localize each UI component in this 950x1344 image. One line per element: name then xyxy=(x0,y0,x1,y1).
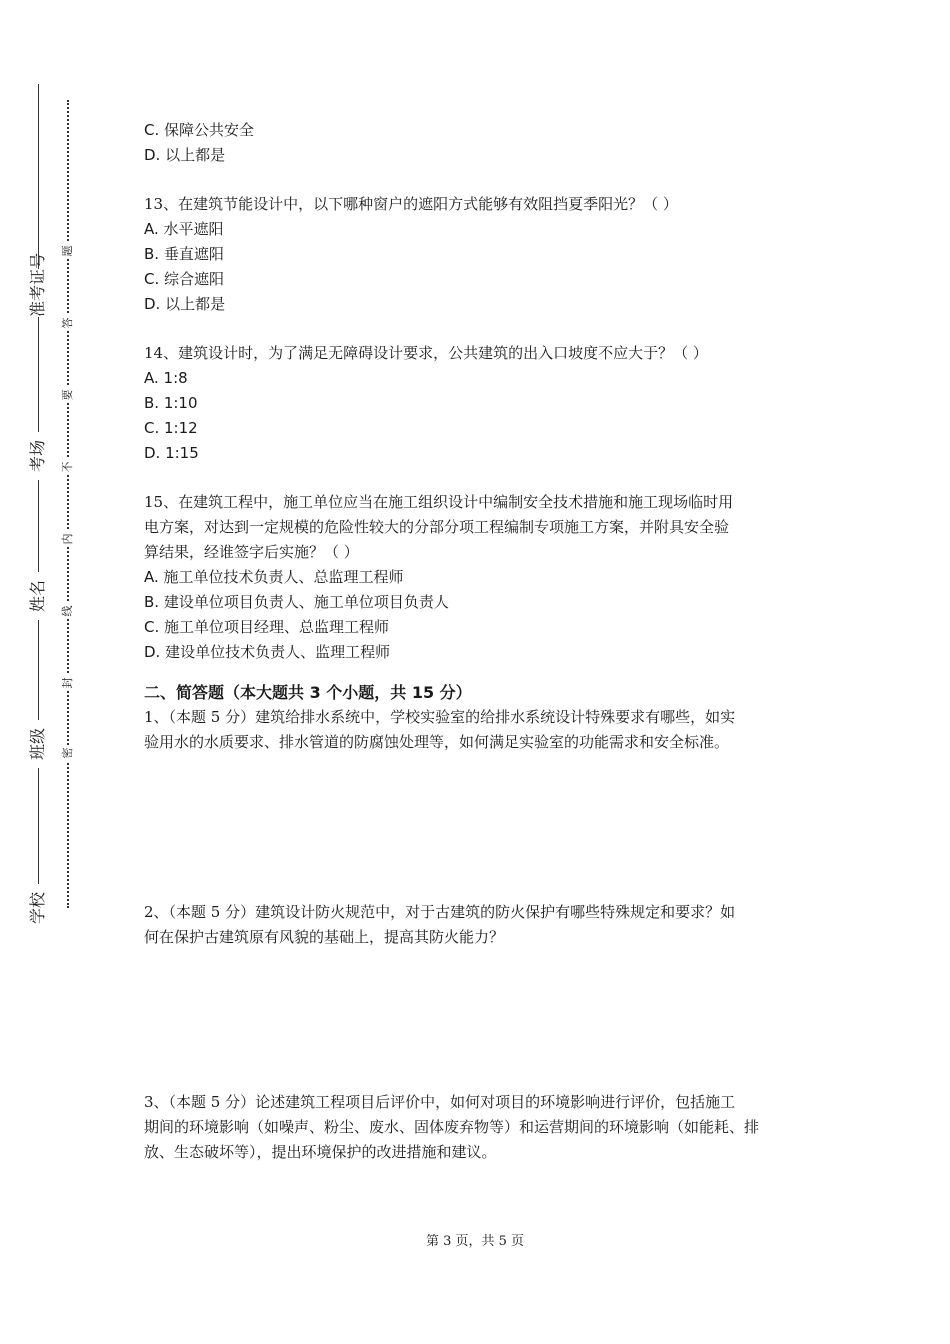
q14-option: D. 1:15 xyxy=(144,444,199,462)
q12-option-c: C. 保障公共安全 xyxy=(144,121,255,139)
short-answer-q3-line: 3、（本题 5 分）论述建筑工程项目后评价中，如何对项目的环境影响进行评价，包括施工 xyxy=(144,1093,736,1111)
q13-option: A. 水平遮阳 xyxy=(144,220,224,238)
q14-option: B. 1:10 xyxy=(144,394,198,412)
seal-char: 内 xyxy=(61,531,75,547)
q14-option: C. 1:12 xyxy=(144,419,198,437)
q15-option: A. 施工单位技术负责人、总监理工程师 xyxy=(144,568,404,586)
field-label-exam-room: 考场 xyxy=(28,432,48,480)
seal-char: 答 xyxy=(61,315,75,331)
field-label-name: 姓名 xyxy=(28,572,48,620)
seal-dotted-line xyxy=(67,100,69,908)
exam-content xyxy=(144,118,810,1165)
seal-char: 要 xyxy=(61,387,75,403)
q14-option: A. 1:8 xyxy=(144,369,188,387)
q13-option: D. 以上都是 xyxy=(144,295,226,313)
short-answer-q1-line: 1、（本题 5 分）建筑给排水系统中，学校实验室的给排水系统设计特殊要求有哪些，如实 xyxy=(144,708,736,726)
short-answer-q3-line: 放、生态破坏等），提出环境保护的改进措施和建议。 xyxy=(144,1143,497,1161)
short-answer-q3-line: 期间的环境影响（如噪声、粉尘、废水、固体废弃物等）和运营期间的环境影响（如能耗、排 xyxy=(144,1118,760,1136)
answer-space xyxy=(144,755,810,900)
short-answer-q2-line: 何在保护古建筑原有风貌的基础上，提高其防火能力？ xyxy=(144,928,505,946)
field-label-exam-id: 准考证号 xyxy=(28,252,47,317)
section-title: 二、简答题（本大题共 3 个小题，共 15 分） xyxy=(144,683,472,702)
q14-stem: 14、建筑设计时，为了满足无障碍设计要求，公共建筑的出入口坡度不应大于？（ ） xyxy=(144,344,708,362)
q13-option: B. 垂直遮阳 xyxy=(144,245,224,263)
seal-char: 线 xyxy=(61,603,75,619)
q13-stem: 13、在建筑节能设计中，以下哪种窗户的遮阳方式能够有效阻挡夏季阳光？（ ） xyxy=(144,195,678,213)
seal-char: 密 xyxy=(61,745,75,761)
page-footer: 第 3 页，共 5 页 xyxy=(425,1234,525,1249)
q15-stem-line: 15、在建筑工程中，施工单位应当在施工组织设计中编制安全技术措施和施工现场临时用 xyxy=(144,493,734,511)
q15-stem-line: 算结果，经谁签字后实施？（ ） xyxy=(144,543,359,561)
field-label-class: 班级 xyxy=(28,720,48,768)
short-answer-q2-line: 2、（本题 5 分）建筑设计防火规范中，对于古建筑的防火保护有哪些特殊规定和要求？如 xyxy=(144,903,736,921)
binding-margin xyxy=(0,0,120,1344)
answer-space xyxy=(144,950,810,1090)
q12-option-d: D. 以上都是 xyxy=(144,146,226,164)
q13-option: C. 综合遮阳 xyxy=(144,270,225,288)
field-label-school: 学校 xyxy=(28,884,48,932)
q15-option: C. 施工单位项目经理、总监理工程师 xyxy=(144,618,390,636)
short-answer-q1-line: 验用水的水质要求、排水管道的防腐蚀处理等，如何满足实验室的功能需求和安全标准。 xyxy=(144,733,730,751)
q15-option: D. 建设单位技术负责人、监理工程师 xyxy=(144,643,391,661)
seal-char: 封 xyxy=(61,675,75,691)
q15-option: B. 建设单位项目负责人、施工单位项目负责人 xyxy=(144,593,449,611)
q15-stem-line: 电方案，对达到一定规模的危险性较大的分部分项工程编制专项施工方案，并附具安全验 xyxy=(144,518,730,536)
seal-char: 不 xyxy=(61,459,75,475)
binding-solid-line xyxy=(38,84,39,920)
seal-char: 题 xyxy=(61,243,75,259)
